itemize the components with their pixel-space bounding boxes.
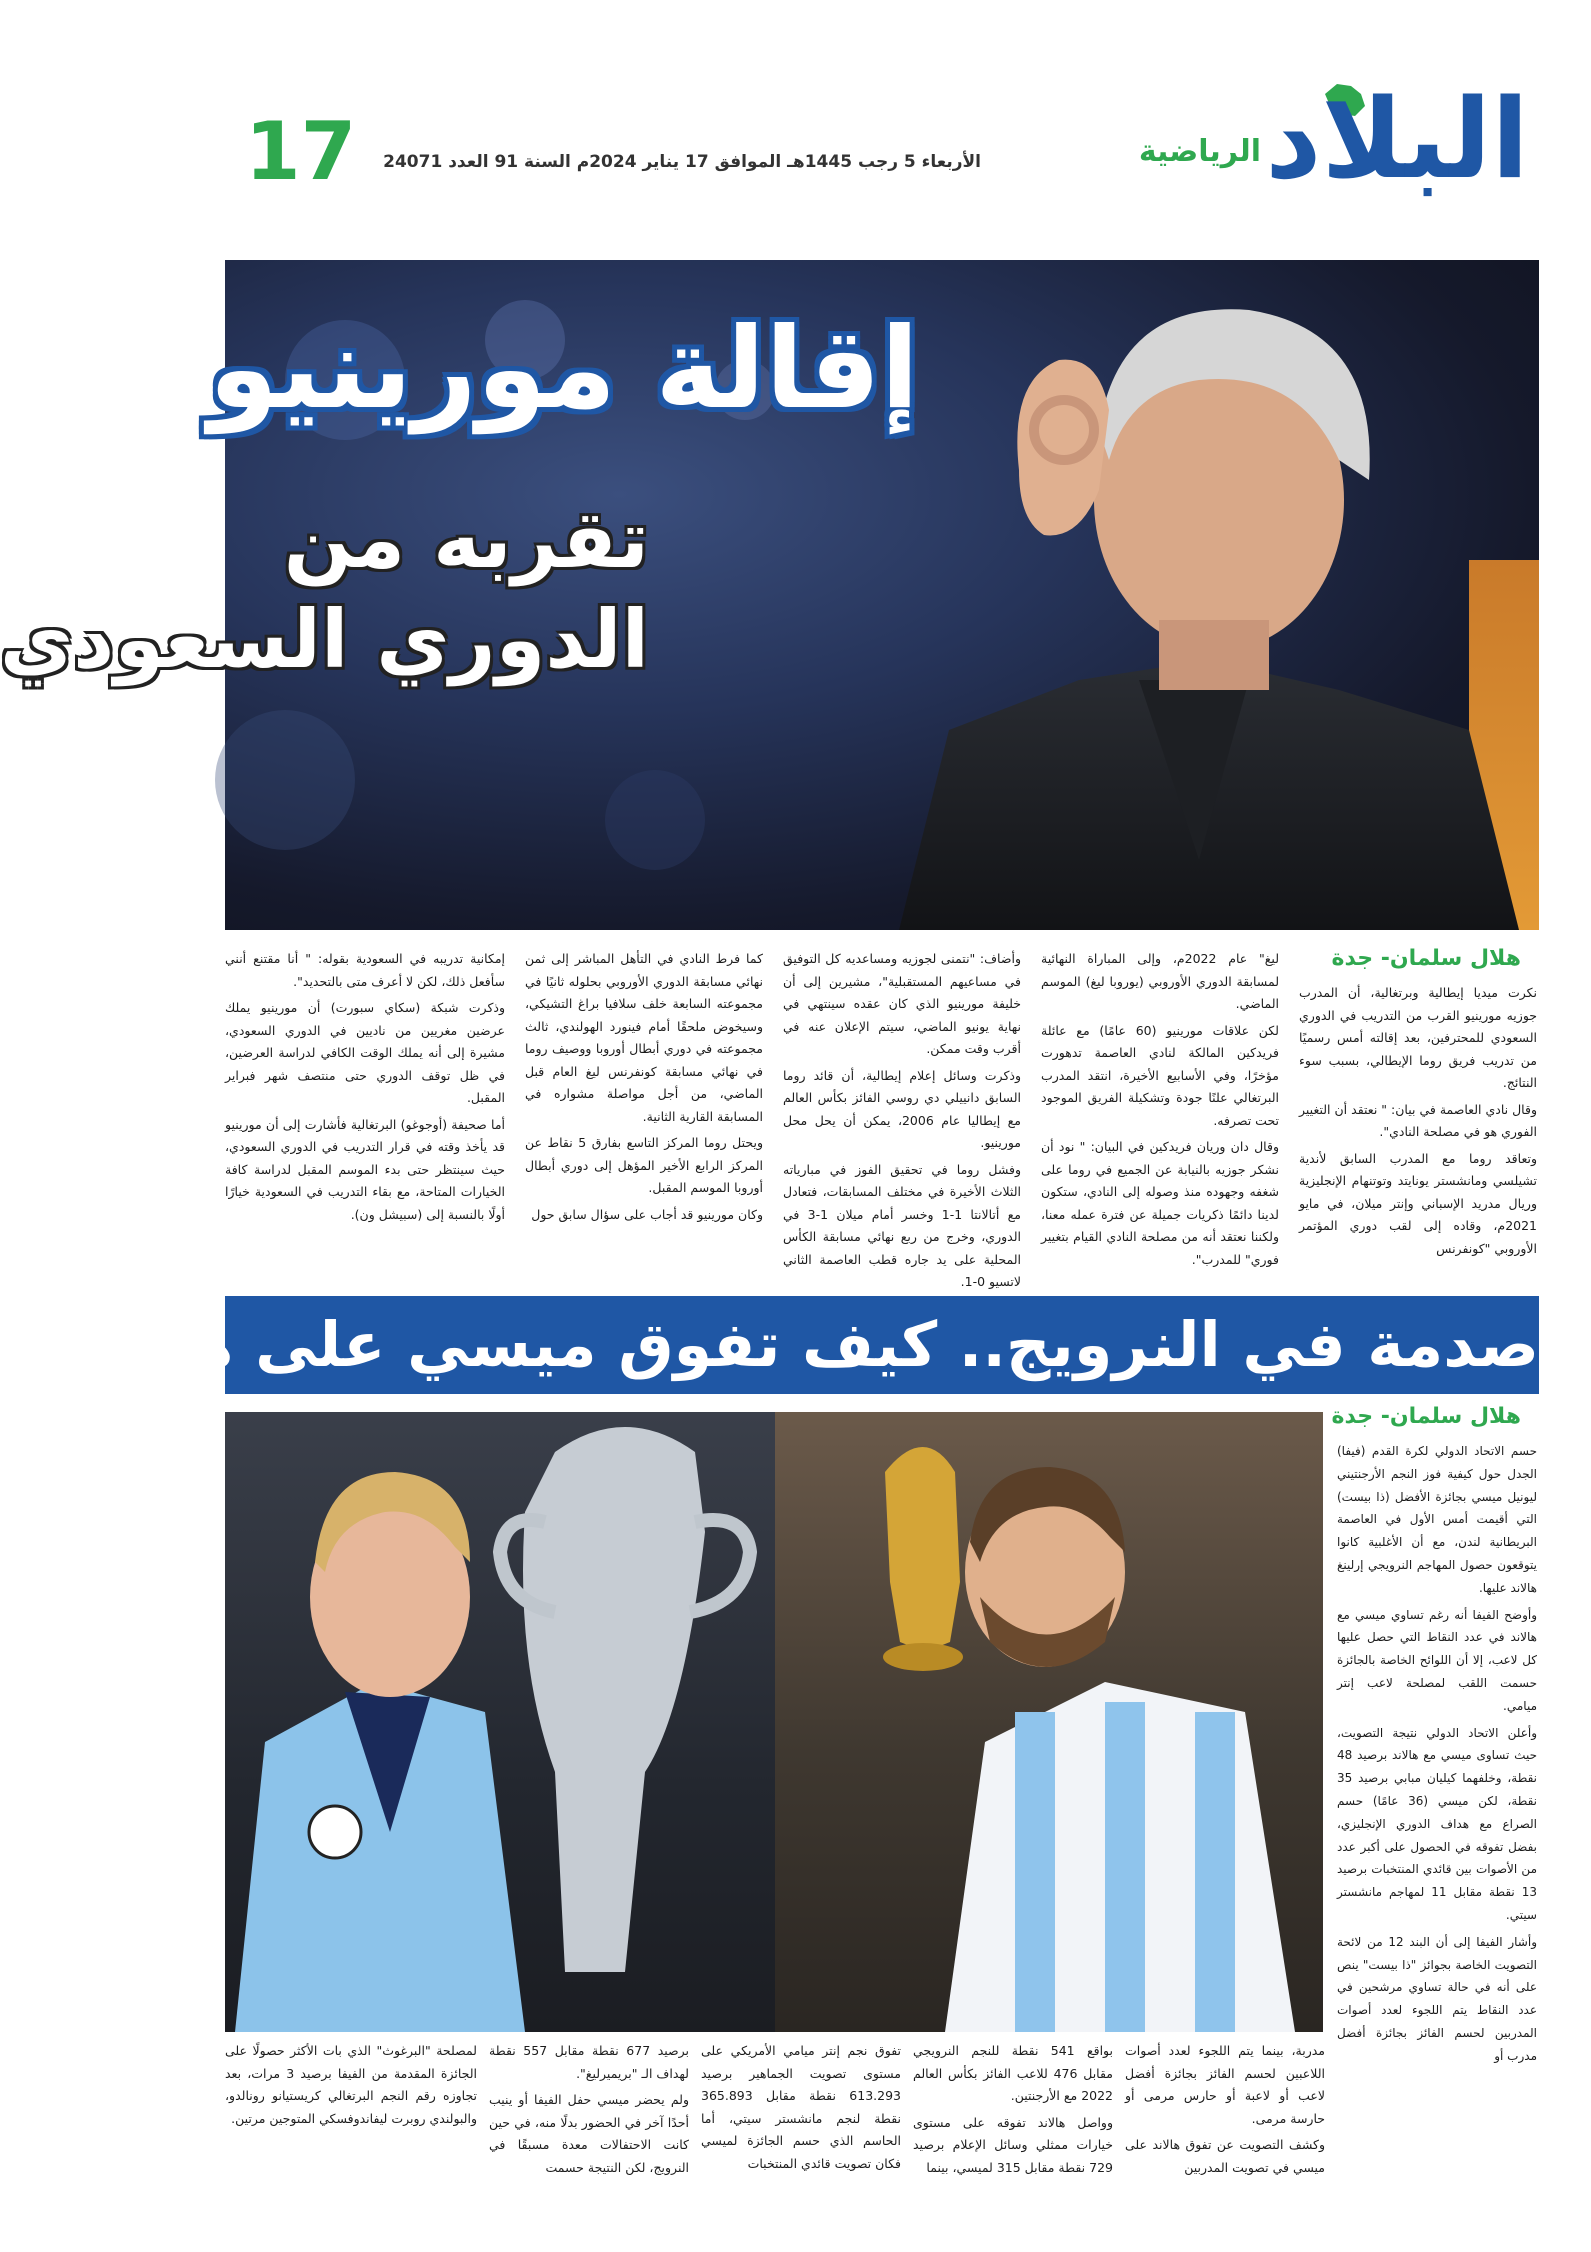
second-headline-band: [26, 1296, 1539, 1394]
paragraph: لمصلحة "البرغوث" الذي بات الأكثر حصولًا على الجائزة المقدمة من الفيفا برصيد 3 مرات، بعد تجاوزه رقم النجم البرتغالي كريستيانو رونالدو، والبولندي روبرت ليفاندوفسكي المتوجين مرتين.: [225, 2043, 477, 2126]
paragraph: وفشل روما في تحقيق الفوز في مبارياته الثلاث الأخيرة في مختلف المسابقات، فتعادل مع أتالانتا 1-1 وخسر أمام ميلان 1-3 في الدوري، وخرج من ربع نهائي مسابقة الكأس المحلية على يد جاره قطب العاصمة الثاني لاتسيو 0-1.: [783, 1161, 1021, 1289]
paragraph: وكشف التصويت عن تفوق هالاند على ميسي في تصويت المدربين: [1125, 2137, 1325, 2175]
section-name: الرياضية: [1138, 134, 1261, 169]
second-column-1: [1125, 2040, 1325, 2240]
messi-photo-frame: [775, 1412, 1323, 2032]
haaland-trophy-photo: [225, 1412, 775, 2032]
paragraph: وتعاقد روما مع المدرب السابق لأندية تشيلسي ومانشستر يونايتد وتوتنهام الإنجليزية وريال مدريد الإسباني وإنتر ميلان، في مايو 2021م، وقاده إلى لقب دوري المؤتمر الأوروبي "كونفرنس: [1299, 1150, 1537, 1256]
paragraph: وأعلن الاتحاد الدولي نتيجة التصويت، حيث تساوى ميسي مع هالاند برصيد 48 نقطة، وخلفهما كيليان مبابي برصيد 35 نقطة، لكن ميسي (36 عامًا) حسم الصراع مع هداف الدوري الإنجليزي، بفضل تفوقه في الحصول على أكبر عدد من الأصوات بين قائدي المنتخبات برصيد 13 نقطة مقابل 11 لمهاجم مانشستر سيتي.: [1337, 1725, 1538, 1922]
second-column-5: [225, 2040, 477, 2240]
paragraph: وذكرت وسائل إعلام إيطالية، أن قائد روما السابق دانييلي دي روسي الفائز بكأس العالم مع إيطاليا عام 2006، يمكن أن يحل محل مورينيو.: [783, 1067, 1021, 1150]
paragraph: نكرت ميديا إيطالية وبرتغالية، أن المدرب جوزيه مورينيو القرب من التدريب في الدوري السعودي للمحترفين، بعد إقالته أمس رسميًا من تدريب فريق روما الإيطالي، بسبب سوء النتائج.: [1299, 985, 1537, 1090]
lead-column-4: [525, 948, 763, 1282]
lead-column-5: [225, 948, 505, 1282]
paragraph: لكن علاقات مورينيو (60 عامًا) مع عائلة فريدكين المالكة لنادي العاصمة تدهورت مؤخرًا، وفي الأسابيع الأخيرة، انتقد المدرب البرتغالي علنًا جودة وتشكيلة الفريق الموجود تحت تصرفه.: [1041, 1022, 1279, 1128]
haaland-photo-frame: [225, 1412, 775, 2032]
second-byline: هلال سلمان- جدة: [1331, 1404, 1521, 1429]
paragraph: وقال نادي العاصمة في بيان: " نعتقد أن التغيير الفوري هو في مصلحة النادي".: [1299, 1101, 1537, 1139]
paragraph: حسم الاتحاد الدولي لكرة القدم (فيفا) الجدل حول كيفية فوز النجم الأرجنتيني ليونيل ميسي بجائزة الأفضل (ذا بيست) التي أقيمت أمس الأول في العاصمة البريطانية لندن، مع أن الأغلبية كانوا يتوقعون حصول المهاجم النرويجي إرلينغ هالاند عليها.: [1337, 1444, 1537, 1595]
paragraph: وأشار الفيفا إلى أن البند 12 من لائحة التصويت الخاصة بجوائز "ذا بيست" ينص على أنه في حالة تساوي مرشحين في عدد النقاط يتم اللجوء لعدد أصوات المدربين لحسم الفائز بجائزة أفضل مدرب أو: [1337, 1934, 1537, 2063]
paragraph: بواقع 541 نقطة للنجم النرويجي مقابل 476 للاعب الفائز بكأس العالم 2022 مع الأرجنتين.: [913, 2043, 1113, 2103]
paragraph: وأوضح الفيفا أنه رغم تساوي ميسي مع هالاند في عدد النقاط التي حصل عليها كل لاعب، إلا أن اللوائح الخاصة بالجائزة حسمت اللقب لمصلحة لاعب إنتر ميامي.: [1337, 1607, 1537, 1713]
paragraph: ويحتل روما المركز التاسع بفارق 5 نقاط عن المركز الرابع الأخير المؤهل إلى دوري أبطال أوروبا الموسم المقبل.: [525, 1135, 763, 1195]
lead-subheadline: [0, 490, 649, 690]
lead-hero-image: [0, 260, 1539, 930]
paragraph: أما صحيفة (أوجوغو) البرتغالية فأشارت إلى أن مورينيو قد يأخذ وقته في قرار التدريب في الدوري السعودي، حيث سينتظر حتى بدء الموسم المقبل لدراسة كافة الخيارات المتاحة، مع بقاء التدريب في السعودية خيارًا أولًا بالنسبة إلى (سبيشل ون).: [225, 1116, 505, 1222]
paragraph: وذكرت شبكة (سكاي سبورت) أن مورينيو يملك عرضين مغريين من ناديين في الدوري السعودي، مشيرة إلى أنه يملك الوقت الكافي لدراسة العرضين، في ظل توقف الدوري حتى منتصف شهر فبراير المقبل.: [225, 1000, 505, 1105]
paragraph: ولم يحضر ميسي حفل الفيفا أو ينيب أحدًا آخر في الحضور بدلًا منه، في حين كانت الاحتفالات معدة مسبقًا في النرويج، لكن النتيجة حسمت: [489, 2092, 689, 2175]
paragraph: تفوق نجم إنتر ميامي الأمريكي على مستوى تصويت الجماهير برصيد 613.293 نقطة مقابل 365.893 نقطة لنجم مانشستر سيتي، أما الحاسم الذي حسم الجائزة لميسي فكان تصويت قائدي المنتخبات: [701, 2043, 901, 2171]
lead-column-3: [783, 948, 1021, 1289]
paragraph: وكان مورينيو قد أجاب على سؤال سابق حول: [531, 1206, 763, 1222]
paragraph: وأضاف: "نتمنى لجوزيه ومساعديه كل التوفيق في مساعيهم المستقبلية"، مشيرين إلى أن خليفة مورينيو الذي كان عقده سينتهي في نهاية يونيو الماضي، سيتم الإعلان عنه في أقرب وقت ممكن.: [783, 951, 1021, 1056]
paragraph: مدربة، بينما يتم اللجوء لعدد أصوات اللاعبين لحسم الفائز بجائزة أفضل لاعب أو لاعبة أو حارس مرمى أو حارسة مرمى.: [1125, 2043, 1325, 2126]
logo-wordmark: البلاد: [1265, 75, 1529, 203]
second-headline: صدمة في النرويج.. كيف تفوق ميسي على هالاند؟: [26, 1308, 1539, 1381]
lead-subheadline-line-1: تقربه من: [283, 493, 649, 586]
dateline: الأربعاء 5 رجب 1445هـ الموافق 17 يناير 2024م السنة 91 العدد 24071: [383, 152, 981, 172]
lead-byline: هلال سلمان- جدة: [1331, 946, 1521, 971]
second-column-4: [489, 2040, 689, 2240]
second-column-2: [913, 2040, 1113, 2240]
lead-column-1: [1299, 982, 1537, 1282]
second-column-3: [701, 2040, 901, 2240]
paragraph: كما فرط النادي في التأهل المباشر إلى ثمن نهائي مسابقة الدوري الأوروبي بحلوله ثانيًا في مجموعته السابعة خلف سلافيا براغ التشيكي، وسيخوض ملحقًا أمام فينورد الهولندي، ثالث مجموعته في دوري أبطال أوروبا ووصيف روما في نهائي مسابقة كونفرنس ليغ العام قبل الماضي، من أجل مواصلة مشواره في المسابقة القارية الثانية.: [525, 951, 763, 1124]
paragraph: برصيد 677 نقطة مقابل 557 نقطة لهداف الـ "بريميرليغ".: [489, 2043, 690, 2081]
paragraph: وقال دان وريان فريدكين في البيان: " نود أن نشكر جوزيه بالنيابة عن الجميع في روما على شغفه وجهوده منذ وصوله إلى النادي، ستكون لدينا دائمًا ذكريات جميلة عن فترة عمله معنا، ولكننا نعتقد أنه من مصلحة النادي القيام بتغيير فوري" للمدرب".: [1041, 1139, 1279, 1267]
lead-column-2: [1041, 948, 1279, 1282]
paragraph: إمكانية تدريبه في السعودية بقوله: " أنا مقتنع أنني سأفعل ذلك، لكن لا أعرف متى بالتحديد".: [225, 951, 505, 989]
paragraph: وواصل هالاند تفوقه على مستوى خيارات ممثلي وسائل الإعلام برصيد 729 نقطة مقابل 315 لميسي، بينما: [913, 2114, 1113, 2175]
paragraph: ليغ" عام 2022م، وإلى المباراة النهائية لمسابقة الدوري الأوروبي (يوروبا ليغ) الموسم الماضي.: [1041, 951, 1280, 1011]
page-number: 17: [245, 105, 357, 198]
lead-headline: إقالة مورينيو: [208, 304, 919, 434]
messi-world-cup-photo: [775, 1412, 1323, 2032]
lead-subheadline-line-2: الدوري السعودي: [0, 593, 649, 686]
second-side-column: [1337, 1440, 1538, 2063]
